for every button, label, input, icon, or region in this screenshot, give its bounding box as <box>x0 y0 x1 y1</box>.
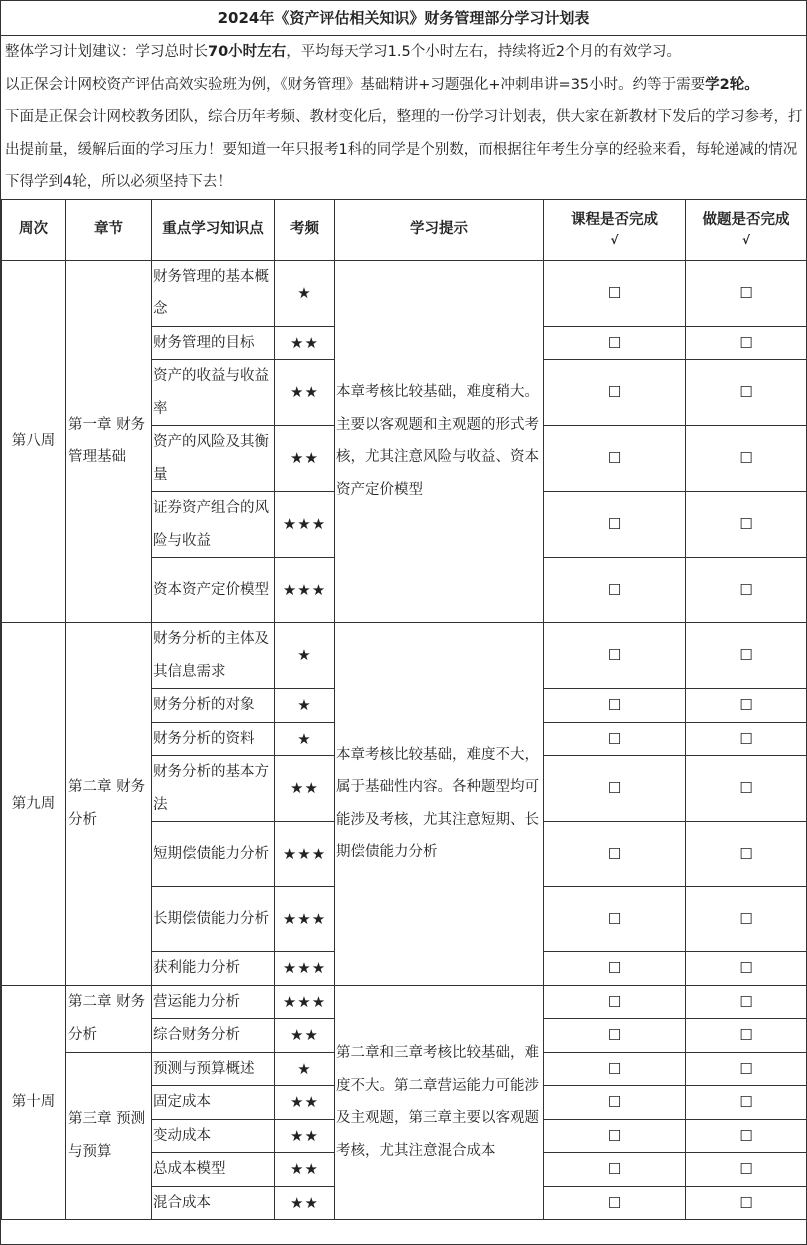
course-done-checkbox[interactable]: ☐ <box>544 756 686 822</box>
course-done-checkbox[interactable]: ☐ <box>544 887 686 952</box>
topic-cell: 资产的风险及其衡量 <box>152 426 275 492</box>
frequency-stars: ★★ <box>275 1186 335 1220</box>
course-done-checkbox[interactable]: ☐ <box>544 558 686 623</box>
course-done-checkbox[interactable]: ☐ <box>544 326 686 360</box>
topic-cell: 营运能力分析 <box>152 985 275 1019</box>
topic-cell: 资本资产定价模型 <box>152 558 275 623</box>
course-done-checkbox[interactable]: ☐ <box>544 1119 686 1153</box>
table-row <box>2 985 807 1019</box>
frequency-stars: ★★★ <box>275 952 335 986</box>
topic-cell: 混合成本 <box>152 1186 275 1220</box>
frequency-stars: ★★★ <box>275 985 335 1019</box>
practice-done-checkbox[interactable]: ☐ <box>686 952 807 986</box>
topic-cell: 预测与预算概述 <box>152 1052 275 1086</box>
col-header-tip: 学习提示 <box>335 199 544 260</box>
topic-cell: 财务分析的资料 <box>152 722 275 756</box>
topic-cell: 财务管理的目标 <box>152 326 275 360</box>
course-done-checkbox[interactable]: ☐ <box>544 1019 686 1053</box>
col-header-chapter: 章节 <box>66 199 152 260</box>
frequency-stars: ★ <box>275 722 335 756</box>
course-done-checkbox[interactable]: ☐ <box>544 822 686 887</box>
topic-cell: 综合财务分析 <box>152 1019 275 1053</box>
study-tip-cell: 本章考核比较基础，难度稍大。主要以客观题和主观题的形式考核，尤其注意风险与收益、资本资产定价模型 <box>335 260 544 623</box>
week-cell: 第九周 <box>2 623 66 986</box>
practice-done-checkbox[interactable]: ☐ <box>686 360 807 426</box>
course-done-checkbox[interactable]: ☐ <box>544 426 686 492</box>
topic-cell: 财务分析的基本方法 <box>152 756 275 822</box>
col-header-practice-done: 做题是否完成 √ <box>686 199 807 260</box>
check-mark-icon: √ <box>741 232 750 247</box>
practice-done-checkbox[interactable]: ☐ <box>686 822 807 887</box>
page-title: 2024年《资产评估相关知识》财务管理部分学习计划表 <box>1 1 806 36</box>
course-done-checkbox[interactable]: ☐ <box>544 952 686 986</box>
practice-done-checkbox[interactable]: ☐ <box>686 623 807 689</box>
frequency-stars: ★★ <box>275 1153 335 1187</box>
topic-cell: 财务分析的对象 <box>152 689 275 723</box>
practice-done-checkbox[interactable]: ☐ <box>686 426 807 492</box>
course-done-checkbox[interactable]: ☐ <box>544 689 686 723</box>
practice-done-checkbox[interactable]: ☐ <box>686 1186 807 1220</box>
course-done-checkbox[interactable]: ☐ <box>544 985 686 1019</box>
practice-done-checkbox[interactable]: ☐ <box>686 1086 807 1120</box>
practice-done-checkbox[interactable]: ☐ <box>686 1153 807 1187</box>
frequency-stars: ★★ <box>275 1019 335 1053</box>
course-done-checkbox[interactable]: ☐ <box>544 360 686 426</box>
course-done-checkbox[interactable]: ☐ <box>544 722 686 756</box>
course-done-checkbox[interactable]: ☐ <box>544 1052 686 1086</box>
course-done-checkbox[interactable]: ☐ <box>544 260 686 326</box>
col-header-topic: 重点学习知识点 <box>152 199 275 260</box>
frequency-stars: ★★ <box>275 1119 335 1153</box>
study-tip-cell: 第二章和三章考核比较基础，难度不大。第二章营运能力可能涉及主观题，第三章主要以客观题考核，尤其注意混合成本 <box>335 985 544 1220</box>
course-done-checkbox[interactable]: ☐ <box>544 623 686 689</box>
study-tip-cell: 本章考核比较基础，难度不大，属于基础性内容。各种题型均可能涉及考核，尤其注意短期、长期偿债能力分析 <box>335 623 544 986</box>
practice-done-checkbox[interactable]: ☐ <box>686 492 807 558</box>
topic-cell: 财务管理的基本概念 <box>152 260 275 326</box>
practice-done-checkbox[interactable]: ☐ <box>686 689 807 723</box>
practice-done-checkbox[interactable]: ☐ <box>686 1119 807 1153</box>
chapter-cell: 第三章 预测与预算 <box>66 1052 152 1220</box>
course-done-checkbox[interactable]: ☐ <box>544 1086 686 1120</box>
course-done-checkbox[interactable]: ☐ <box>544 1153 686 1187</box>
col-header-week: 周次 <box>2 199 66 260</box>
practice-done-checkbox[interactable]: ☐ <box>686 722 807 756</box>
topic-cell: 资产的收益与收益率 <box>152 360 275 426</box>
frequency-stars: ★★ <box>275 326 335 360</box>
topic-cell: 财务分析的主体及其信息需求 <box>152 623 275 689</box>
topic-cell: 总成本模型 <box>152 1153 275 1187</box>
frequency-stars: ★★★ <box>275 492 335 558</box>
frequency-stars: ★★ <box>275 1086 335 1120</box>
col-header-frequency: 考频 <box>275 199 335 260</box>
course-done-checkbox[interactable]: ☐ <box>544 492 686 558</box>
col-header-course-done: 课程是否完成 √ <box>544 199 686 260</box>
practice-done-checkbox[interactable]: ☐ <box>686 887 807 952</box>
week-cell: 第八周 <box>2 260 66 623</box>
chapter-cell: 第一章 财务管理基础 <box>66 260 152 623</box>
practice-done-checkbox[interactable]: ☐ <box>686 260 807 326</box>
frequency-stars: ★★★ <box>275 887 335 952</box>
course-done-checkbox[interactable]: ☐ <box>544 1186 686 1220</box>
table-body <box>2 260 807 1220</box>
topic-cell: 证券资产组合的风险与收益 <box>152 492 275 558</box>
topic-cell: 固定成本 <box>152 1086 275 1120</box>
table-row <box>2 623 807 689</box>
topic-cell: 获利能力分析 <box>152 952 275 986</box>
frequency-stars: ★★★ <box>275 558 335 623</box>
intro-paragraph-1: 整体学习计划建议：学习总时长70小时左右，平均每天学习1.5个小时左右，持续将近2个月的有效学习。 <box>5 44 681 60</box>
frequency-stars: ★ <box>275 1052 335 1086</box>
study-plan-table <box>1 199 807 1221</box>
practice-done-checkbox[interactable]: ☐ <box>686 326 807 360</box>
practice-done-checkbox[interactable]: ☐ <box>686 1019 807 1053</box>
frequency-stars: ★ <box>275 689 335 723</box>
frequency-stars: ★ <box>275 260 335 326</box>
intro-paragraph-2: 以正保会计网校资产评估高效实验班为例，《财务管理》基础精讲+习题强化+冲刺串讲=35小时。约等于需要学2轮。 <box>5 76 759 93</box>
practice-done-checkbox[interactable]: ☐ <box>686 985 807 1019</box>
frequency-stars: ★★ <box>275 360 335 426</box>
intro-paragraph-3: 下面是正保会计网校教务团队，综合历年考频、教材变化后，整理的一份学习计划表，供大家在新教材下发后的学习参考，打出提前量，缓解后面的学习压力！要知道一年只报考1科的同学是个别数，而根据往年考生分享的经验来看，每轮递减的情况下得学到4轮，所以必须坚持下去！ <box>5 109 803 190</box>
practice-done-checkbox[interactable]: ☐ <box>686 756 807 822</box>
chapter-cell: 第二章 财务分析 <box>66 985 152 1052</box>
frequency-stars: ★ <box>275 623 335 689</box>
topic-cell: 长期偿债能力分析 <box>152 887 275 952</box>
practice-done-checkbox[interactable]: ☐ <box>686 1052 807 1086</box>
topic-cell: 变动成本 <box>152 1119 275 1153</box>
frequency-stars: ★★ <box>275 426 335 492</box>
practice-done-checkbox[interactable]: ☐ <box>686 558 807 623</box>
frequency-stars: ★★★ <box>275 822 335 887</box>
topic-cell: 短期偿债能力分析 <box>152 822 275 887</box>
table-row <box>2 260 807 326</box>
frequency-stars: ★★ <box>275 756 335 822</box>
chapter-cell: 第二章 财务分析 <box>66 623 152 986</box>
week-cell: 第十周 <box>2 985 66 1220</box>
check-mark-icon: √ <box>610 232 619 247</box>
